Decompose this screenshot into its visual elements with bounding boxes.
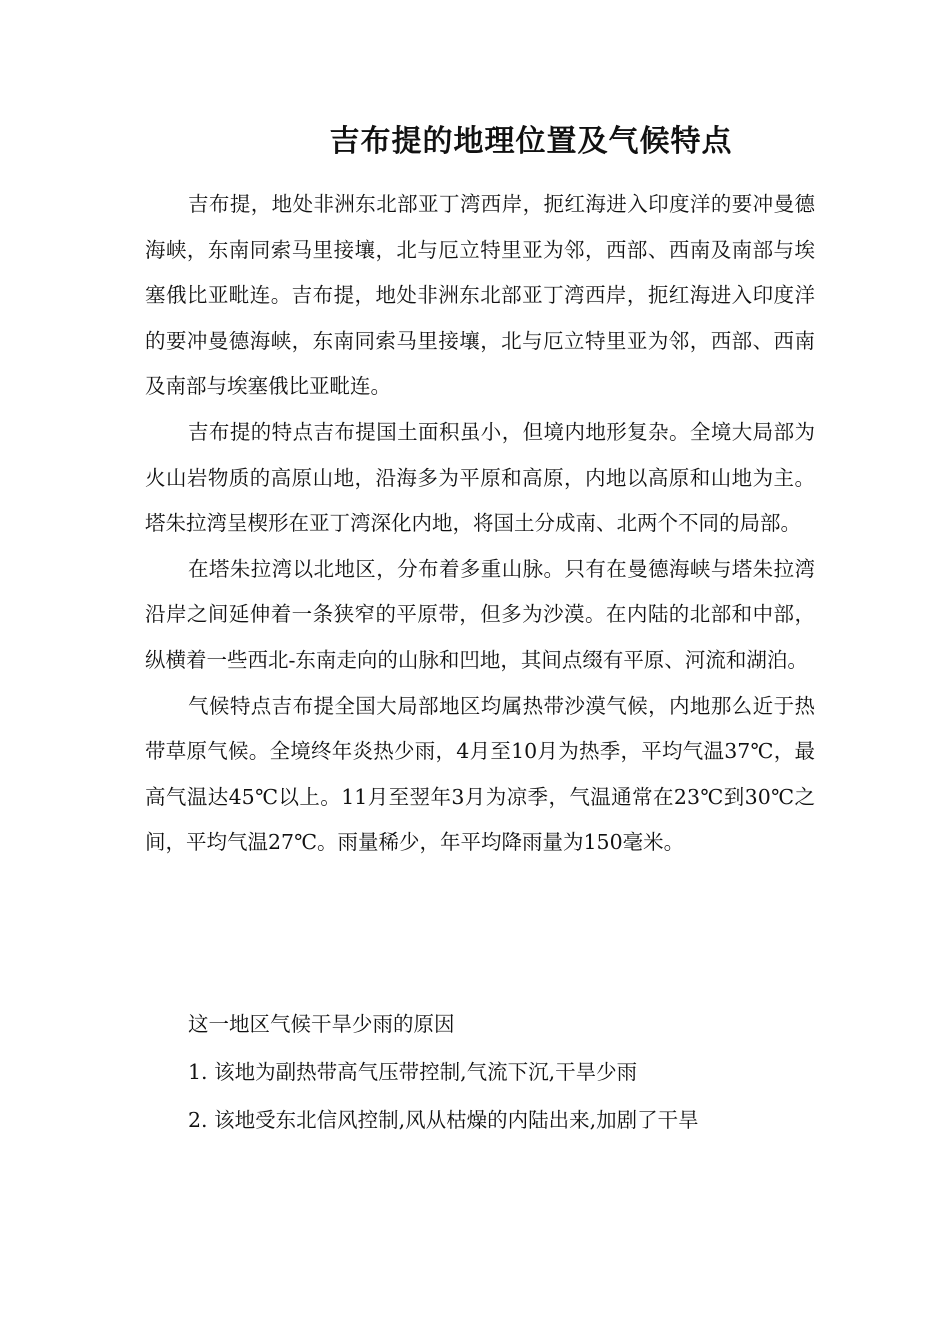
document-title: 吉布提的地理位置及气候特点 (329, 124, 733, 159)
reason-question: 这一地区气候干旱少雨的原因 (188, 1012, 455, 1036)
paragraph-climate: 气候特点吉布提全国大局部地区均属热带沙漠气候，内地那么近于热带草原气候。全境终年炎热少雨，4月至10月为热季，平均气温37℃，最高气温达45℃以上。11月至翌年3月为凉季，气温通常在23℃到30℃之间，平均气温27℃。雨量稀少，年平均降雨量为150毫米。 (145, 693, 815, 855)
paragraph-location: 吉布提，地处非洲东北部亚丁湾西岸，扼红海进入印度洋的要冲曼德海峡，东南同索马里接壤，北与厄立特里亚为邻，西部、西南及南部与埃塞俄比亚毗连。吉布提，地处非洲东北部亚丁湾西岸，扼红海进入印度洋的要冲曼德海峡，东南同索马里接壤，北与厄立特里亚为邻，西部、西南及南部与埃塞俄比亚毗连。 (145, 192, 815, 399)
paragraph-north-region: 在塔朱拉湾以北地区，分布着多重山脉。只有在曼德海峡与塔朱拉湾沿岸之间延伸着一条狭窄的平原带，但多为沙漠。在内陆的北部和中部，纵横着一些西北-东南走向的山脉和凹地，其间点缀有平原、河流和湖泊。 (145, 556, 815, 672)
paragraph-terrain: 吉布提的特点吉布提国土面积虽小，但境内地形复杂。全境大局部为火山岩物质的高原山地，沿海多为平原和高原，内地以高原和山地为主。塔朱拉湾呈楔形在亚丁湾深化内地，将国土分成南、北两个不同的局部。 (145, 419, 815, 536)
reason-item-1: 1. 该地为副热带高气压带控制,气流下沉,干旱少雨 (188, 1060, 638, 1084)
document-body (145, 182, 815, 866)
reason-item-2: 2. 该地受东北信风控制,风从枯燥的内陆出来,加剧了干旱 (188, 1108, 699, 1132)
reason-section (145, 1000, 845, 1144)
